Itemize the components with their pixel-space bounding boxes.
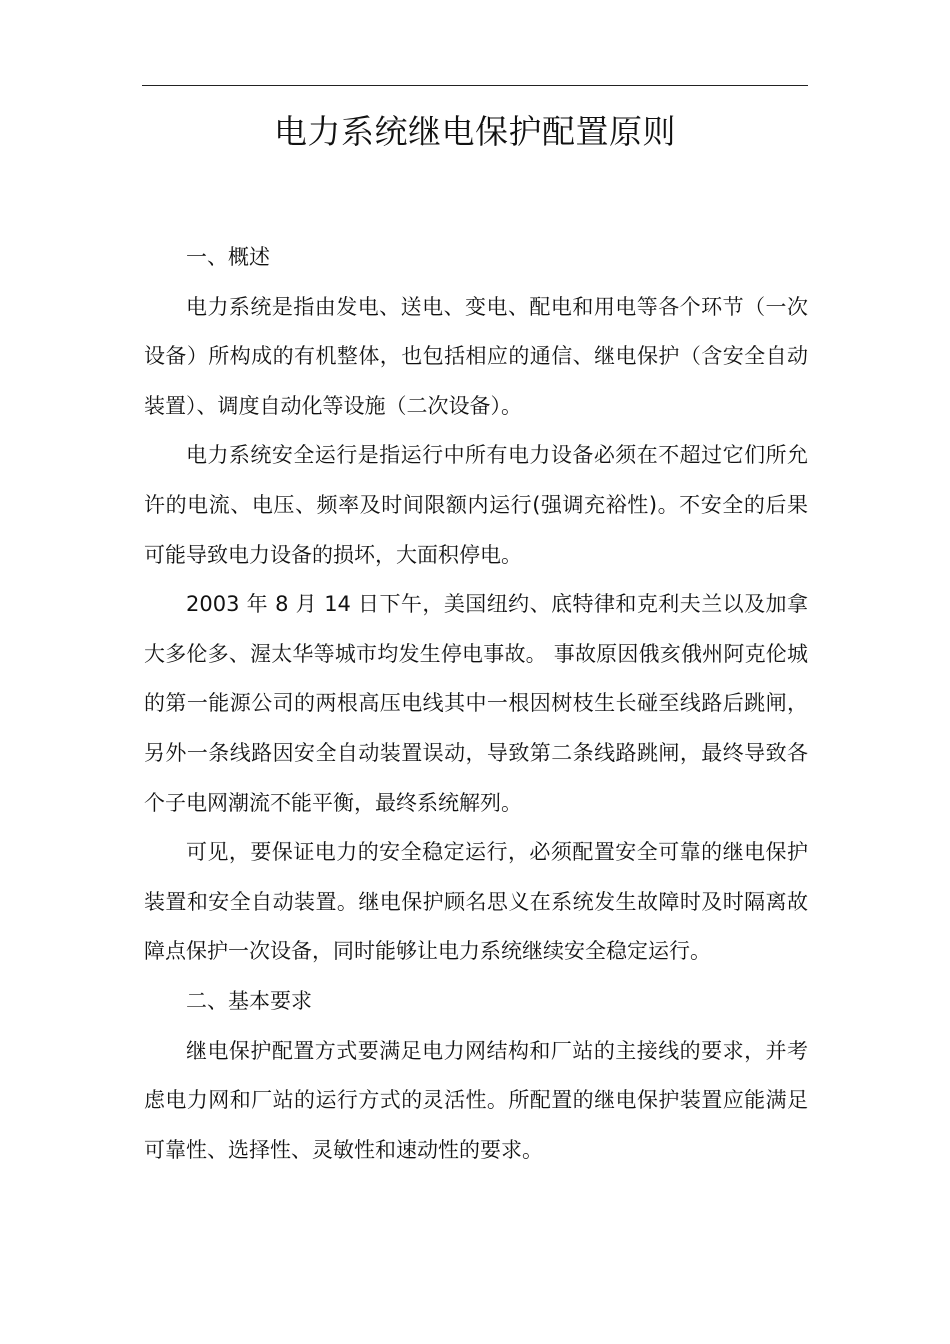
paragraph-protection-purpose: 可见，要保证电力的安全稳定运行，必须配置安全可靠的继电保护装置和安全自动装置。继电保护顾名思义在系统发生故障时及时隔离故障点保护一次设备，同时能够让电力系统继续安全稳定运行。 [144, 840, 808, 964]
header-rule [142, 85, 808, 86]
paragraph-definition: 电力系统是指由发电、送电、变电、配电和用电等各个环节（一次设备）所构成的有机整体，也包括相应的通信、继电保护（含安全自动装置）、调度自动化等设施（二次设备）。 [144, 294, 808, 418]
paragraph-blackout-case: 2003 年 8 月 14 日下午，美国纽约、底特律和克利夫兰以及加拿大多伦多、渥太华等城市均发生停电事故。 事故原因俄亥俄州阿克伦城的第一能源公司的两根高压电线其中一根因树枝生长碰至线路后跳闸，另外一条线路因安全自动装置误动，导致第二条线路跳闸，最终导致各个子电网潮流不能平衡，最终系统解列。 [144, 592, 808, 815]
paragraph-requirements: 继电保护配置方式要满足电力网结构和厂站的主接线的要求，并考虑电力网和厂站的运行方式的灵活性。所配置的继电保护装置应能满足可靠性、选择性、灵敏性和速动性的要求。 [144, 1038, 808, 1162]
document-body [144, 233, 808, 1175]
document-title: 电力系统继电保护配置原则 [274, 112, 676, 151]
section-heading-overview: 一、概述 [186, 245, 270, 269]
section-heading-requirements: 二、基本要求 [186, 988, 312, 1013]
paragraph-safe-operation: 电力系统安全运行是指运行中所有电力设备必须在不超过它们所允许的电流、电压、频率及时间限额内运行(强调充裕性)。不安全的后果可能导致电力设备的损坏，大面积停电。 [144, 443, 808, 567]
